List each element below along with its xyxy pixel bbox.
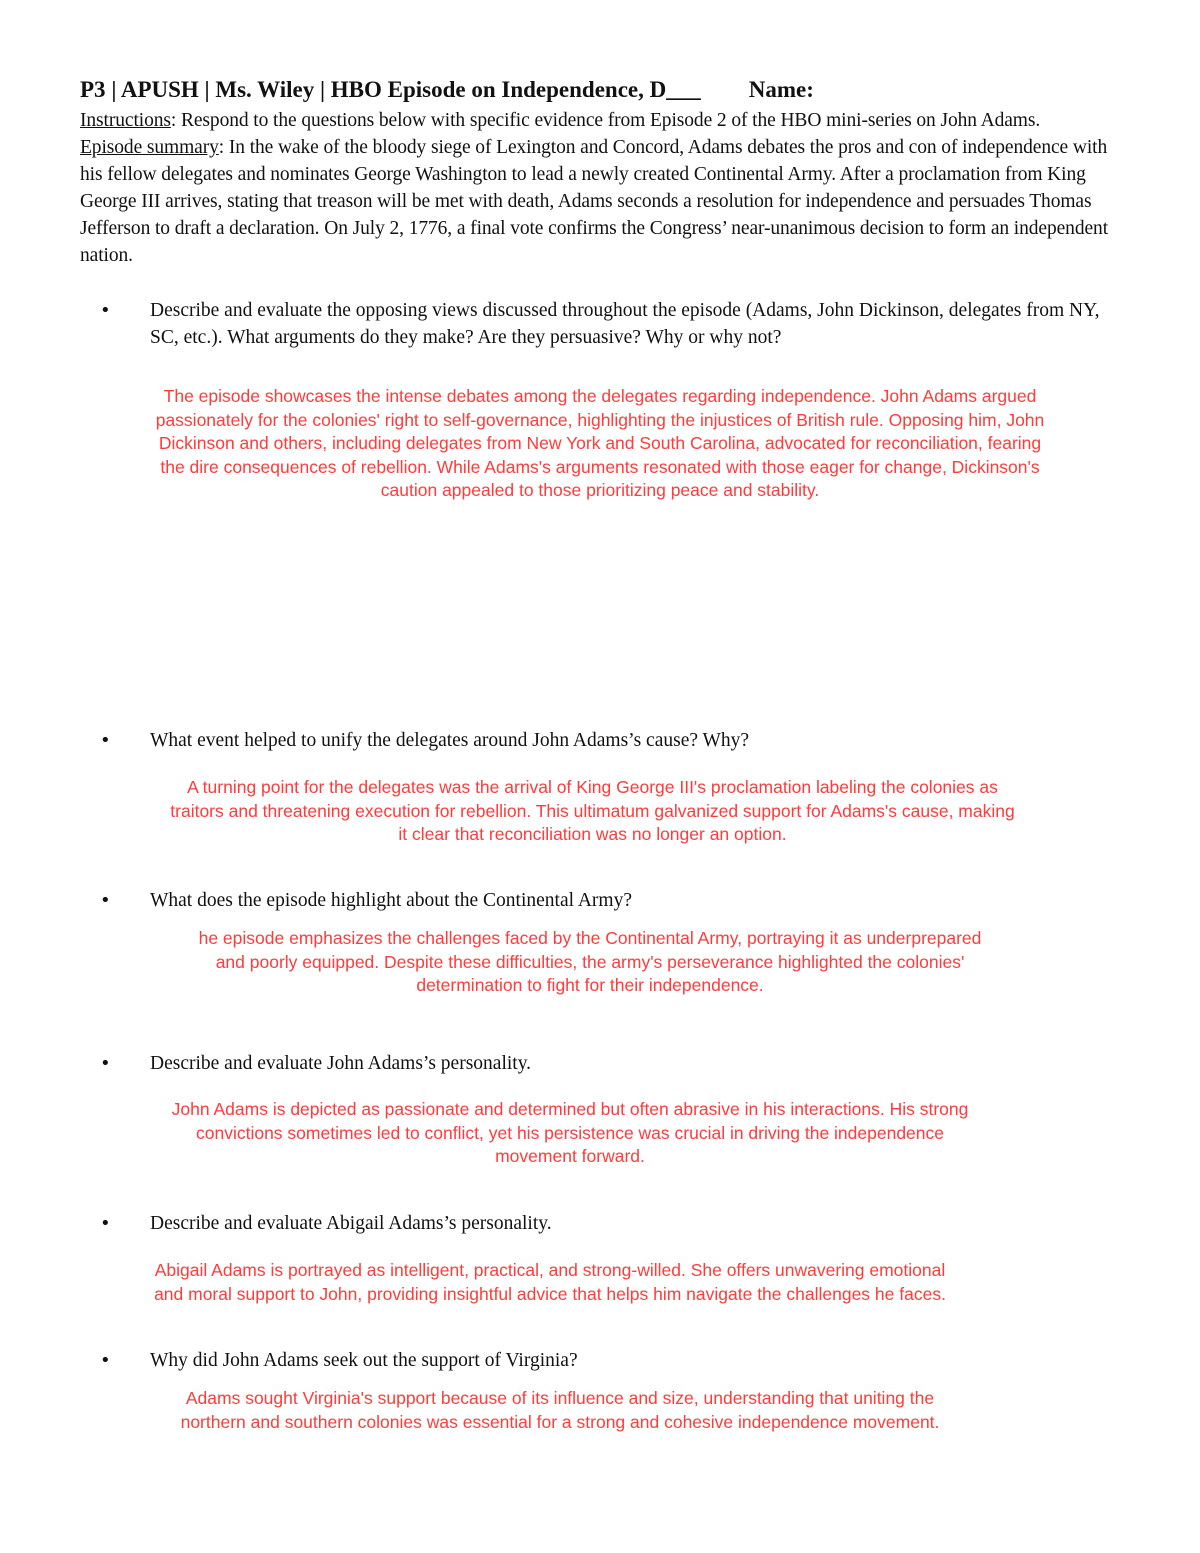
answer-1: The episode showcases the intense debates among the delegates regarding independence. John Adams argued passionately for the colonies' right to self-governance, highlighting the injustices of British rule. Opposing him, John Dickinson and others, including delegates from New York and South Carolina, advocated for reconciliation, fearing the dire consequences of rebellion. While Adams's arguments resonated with those eager for change, Dickinson's caution appealed to those prioritizing peace and stability. xyxy=(155,386,1045,500)
instructions-paragraph xyxy=(80,107,1120,134)
instructions-text: : Respond to the questions below with specific evidence from Episode 2 of the HBO mini-series on John Adams. xyxy=(170,110,1041,131)
period-label: P3 xyxy=(80,77,106,102)
intro-block xyxy=(80,107,1120,269)
answer-3: he episode emphasizes the challenges faced by the Continental Army, portraying it as underprepared and poorly equipped. Despite these difficulties, the army's perseverance highlighted the colonies' determination to fight for their independence. xyxy=(198,928,982,995)
answer-4: John Adams is depicted as passionate and determined but often abrasive in his interactions. His strong convictions sometimes led to conflict, yet his persistence was crucial in driving the independence movement forward. xyxy=(171,1099,969,1166)
question-text: Describe and evaluate Abigail Adams’s personality. xyxy=(150,1213,552,1234)
bullet-icon: • xyxy=(100,1350,111,1371)
bullet-icon: • xyxy=(100,890,111,911)
worksheet-header xyxy=(80,74,1120,106)
question-text: What event helped to unify the delegates around John Adams’s cause? Why? xyxy=(150,730,750,751)
course-title: | APUSH | Ms. Wiley | HBO Episode on Independence, D___ xyxy=(105,77,701,102)
question-3 xyxy=(100,887,1100,914)
summary-paragraph xyxy=(80,134,1120,269)
bullet-icon: • xyxy=(100,1213,111,1234)
instructions-label: Instructions xyxy=(80,110,171,131)
summary-label: Episode summary xyxy=(80,137,219,158)
question-1 xyxy=(100,297,1100,351)
summary-text: : In the wake of the bloody siege of Lexington and Concord, Adams debates the pros and con of independence with his fellow delegates and nominates George Washington to lead a newly created Continental Army. After a proclamation from King George III arrives, stating that treason will be met with death, Adams seconds a resolution for independence and persuades Thomas Jefferson to draft a declaration. On July 2, 1776, a final vote confirms the Congress’ near-unanimous decision to form an independent nation. xyxy=(80,137,1109,266)
answer-2: A turning point for the delegates was the arrival of King George III's proclamation labeling the colonies as traitors and threatening execution for rebellion. This ultimatum galvanized support for Adams's cause, making it clear that reconciliation was no longer an option. xyxy=(170,777,1015,844)
question-text: What does the episode highlight about the Continental Army? xyxy=(150,890,632,911)
question-text: Describe and evaluate John Adams’s personality. xyxy=(150,1053,532,1074)
bullet-icon: • xyxy=(100,1053,111,1074)
answer-5: Abigail Adams is portrayed as intelligent, practical, and strong-willed. She offers unwavering emotional and moral support to John, providing insightful advice that helps him navigate the challenges he faces. xyxy=(154,1260,946,1304)
bullet-icon: • xyxy=(100,300,111,321)
question-6 xyxy=(100,1347,1100,1374)
question-5 xyxy=(100,1210,1100,1237)
name-label: Name: xyxy=(748,77,814,102)
question-text: Why did John Adams seek out the support of Virginia? xyxy=(150,1350,578,1371)
question-text: Describe and evaluate the opposing views discussed throughout the episode (Adams, John Dickinson, delegates from NY, SC, etc.). What arguments do they make? Are they persuasive? Why or why not? xyxy=(150,300,1100,348)
bullet-icon: • xyxy=(100,730,111,751)
question-2 xyxy=(100,727,1100,754)
question-4 xyxy=(100,1050,1100,1077)
answer-6: Adams sought Virginia's support because of its influence and size, understanding that uniting the northern and southern colonies was essential for a strong and cohesive independence movement. xyxy=(180,1388,940,1432)
